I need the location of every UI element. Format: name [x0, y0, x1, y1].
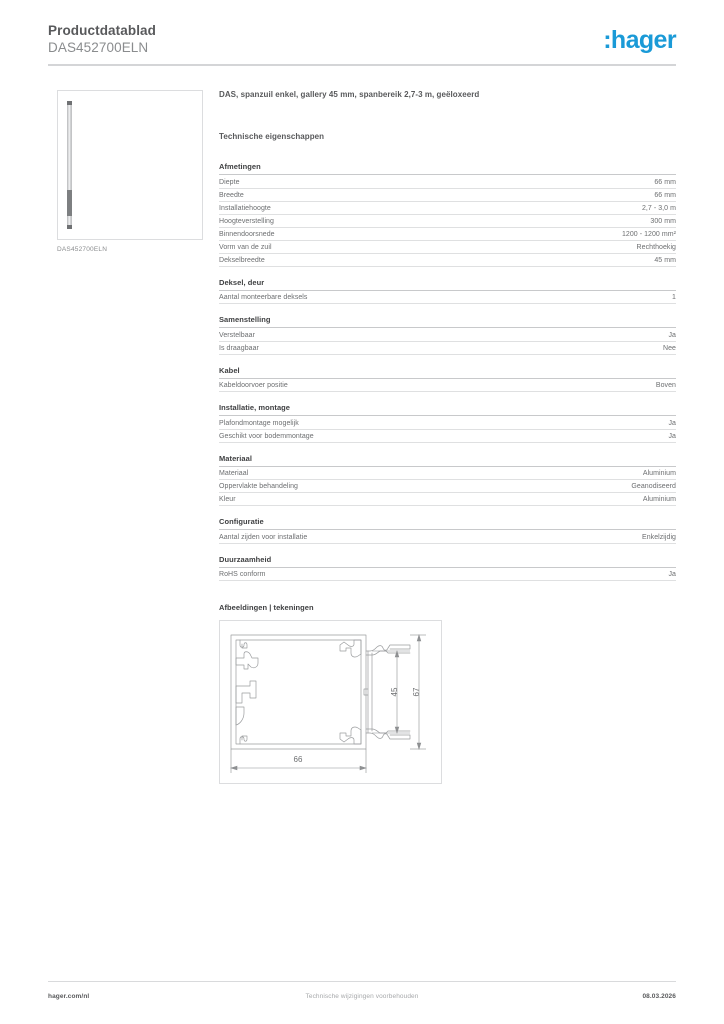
spec-value: Ja — [642, 416, 676, 429]
spec-group — [219, 162, 676, 267]
table-row — [219, 379, 676, 392]
spec-label: Breedte — [219, 188, 451, 201]
dimension-label-outer-height: 67 — [412, 687, 421, 697]
spec-label: Aantal monteerbare deksels — [219, 291, 656, 304]
spec-table — [219, 291, 676, 305]
product-image-caption: DAS452700ELN — [57, 246, 108, 253]
table-row — [219, 328, 676, 341]
spec-table — [219, 568, 676, 582]
spec-value: 300 mm — [451, 214, 676, 227]
spec-table — [219, 328, 676, 355]
spec-group-title: Installatie, montage — [219, 403, 676, 416]
spec-table — [219, 416, 676, 443]
table-row — [219, 214, 676, 227]
spec-group — [219, 278, 676, 305]
spec-group — [219, 454, 676, 507]
spec-label: Kleur — [219, 493, 511, 506]
spec-value: Boven — [573, 379, 676, 392]
table-row — [219, 568, 676, 581]
spec-group-title: Kabel — [219, 366, 676, 379]
spec-value: 1200 - 1200 mm² — [451, 227, 676, 240]
spec-table — [219, 379, 676, 393]
spec-group — [219, 555, 676, 582]
spec-value: Rechthoekig — [451, 240, 676, 253]
spec-group-title: Materiaal — [219, 454, 676, 467]
spec-value: 66 mm — [451, 175, 676, 188]
spec-label: Is draagbaar — [219, 341, 564, 354]
spec-table — [219, 530, 676, 544]
table-row — [219, 467, 676, 480]
spec-label: Vorm van de zuil — [219, 240, 451, 253]
spec-label: Kabeldoorvoer positie — [219, 379, 573, 392]
spec-value: 66 mm — [451, 188, 676, 201]
spec-table — [219, 175, 676, 267]
page-header — [48, 22, 676, 56]
spec-value: Geanodiseerd — [511, 480, 676, 493]
spec-value: Ja — [613, 568, 676, 581]
table-row — [219, 493, 676, 506]
spec-value: Aluminium — [511, 493, 676, 506]
technical-properties-heading: Technische eigenschappen — [219, 132, 325, 141]
spec-table — [219, 467, 676, 507]
footer-disclaimer: Technische wijzigingen voorbehouden — [305, 993, 419, 1000]
spec-value: 1 — [656, 291, 676, 304]
table-row — [219, 341, 676, 354]
table-row — [219, 227, 676, 240]
spec-label: Binnendoorsnede — [219, 227, 451, 240]
product-image-block — [57, 90, 203, 253]
header-divider — [48, 64, 676, 66]
technical-drawing-svg — [220, 621, 441, 783]
table-row — [219, 429, 676, 442]
spec-group-title: Samenstelling — [219, 315, 676, 328]
table-row — [219, 530, 676, 543]
product-column-band — [67, 190, 72, 216]
spec-value: Enkelzijdig — [549, 530, 676, 543]
table-row — [219, 253, 676, 266]
drawings-heading: Afbeeldingen | tekeningen — [219, 603, 314, 612]
spec-label: Installatiehoogte — [219, 201, 451, 214]
spec-group-title: Configuratie — [219, 517, 676, 530]
spec-group — [219, 366, 676, 393]
spec-value: Nee — [564, 341, 676, 354]
header-titles — [48, 22, 156, 56]
technical-drawing — [219, 620, 442, 784]
dimension-label-width: 66 — [293, 755, 303, 764]
spec-label: Oppervlakte behandeling — [219, 480, 511, 493]
footer-website[interactable]: hager.com/nl — [48, 993, 90, 1000]
table-row — [219, 201, 676, 214]
spec-label: Geschikt voor bodemmontage — [219, 429, 642, 442]
table-row — [219, 291, 676, 304]
product-photo — [57, 90, 203, 240]
spec-group — [219, 315, 676, 355]
product-column-bottom-cap — [67, 225, 72, 229]
dimension-label-inner-height: 45 — [390, 687, 399, 697]
spec-group — [219, 403, 676, 443]
spec-value: 2,7 - 3,0 m — [451, 201, 676, 214]
spec-label: RoHS conform — [219, 568, 613, 581]
spec-label: Materiaal — [219, 467, 511, 480]
table-row — [219, 480, 676, 493]
spec-label: Verstelbaar — [219, 328, 564, 341]
page-title: Productdatablad — [48, 23, 157, 38]
hager-logo: :hager — [603, 26, 676, 54]
spec-label: Plafondmontage mogelijk — [219, 416, 642, 429]
footer-date: 08.03.2026 — [642, 993, 676, 1000]
spec-value: Ja — [642, 429, 676, 442]
product-reference: DAS452700ELN — [48, 40, 149, 55]
footer-divider — [48, 981, 676, 982]
spec-group — [219, 517, 676, 544]
spec-label: Diepte — [219, 175, 451, 188]
spec-groups-container — [219, 162, 676, 581]
product-description: DAS, spanzuil enkel, gallery 45 mm, spanbereik 2,7-3 m, geëloxeerd — [219, 90, 480, 99]
table-row — [219, 416, 676, 429]
spec-value: 45 mm — [451, 253, 676, 266]
spec-label: Aantal zijden voor installatie — [219, 530, 549, 543]
main-content — [219, 90, 676, 784]
table-row — [219, 188, 676, 201]
spec-group-title: Afmetingen — [219, 162, 676, 175]
spec-label: Dekselbreedte — [219, 253, 451, 266]
spec-group-title: Duurzaamheid — [219, 555, 676, 568]
spec-value: Aluminium — [511, 467, 676, 480]
page-footer — [48, 993, 676, 1000]
table-row — [219, 175, 676, 188]
spec-group-title: Deksel, deur — [219, 278, 676, 291]
table-row — [219, 240, 676, 253]
product-column-top-cap — [67, 101, 72, 105]
spec-label: Hoogteverstelling — [219, 214, 451, 227]
spec-value: Ja — [564, 328, 676, 341]
